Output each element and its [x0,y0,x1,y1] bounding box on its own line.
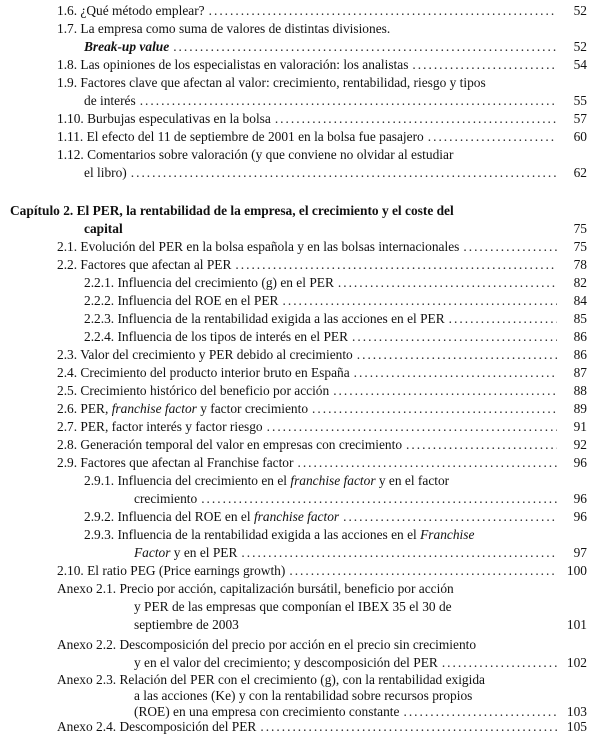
toc-entry [84,39,587,55]
toc-entry [84,275,587,291]
toc-entry [57,719,587,735]
toc-entry-title: 1.9. Factores clave que afectan al valor: crecimiento, rentabilidad, riesgo y tipos [57,75,486,90]
toc-entry-title-cont: Factor y en el PER [134,545,238,560]
toc-entry-page: 88 [573,383,587,398]
toc-entry-page: 75 [573,221,587,236]
toc-entry-title-cont: el libro) [84,165,127,180]
toc-entry [57,129,587,145]
toc-entry [57,419,587,435]
toc-entry [57,437,587,453]
toc-entry [57,365,587,381]
toc-entry-title: 2.5. Crecimiento histórico del beneficio por acción [57,383,330,398]
toc-entry-page: 62 [573,165,587,180]
toc-entry-page: 78 [573,257,587,272]
toc-entry-title: 2.9.1. Influencia del crecimiento en el franchise factor y en el factor [84,473,450,488]
toc-entry-title-cont: septiembre de 2003 [134,617,239,632]
toc-entry-title: Anexo 2.2. Descomposición del precio por acción en el precio sin crecimiento [57,637,477,652]
toc-entry [84,509,587,525]
toc-entry-title: Anexo 2.3. Relación del PER con el crecimiento (g), con la rentabilidad exigida [57,672,485,687]
toc-entry-page: 103 [566,704,587,719]
toc-entry-title: 1.12. Comentarios sobre valoración (y que conviene no olvidar al estudiar [57,147,454,162]
toc-entry-page: 96 [573,455,587,470]
toc-entry-title: 2.4. Crecimiento del producto interior bruto en España [57,365,350,380]
toc-entry-page: 96 [573,509,587,524]
toc-entry [84,221,587,237]
toc-entry-title: 2.10. El ratio PEG (Price earnings growth) [57,563,286,578]
toc-entry-title-cont: Break-up value [84,39,170,54]
toc-entry [57,239,587,255]
toc-entry-title: 1.10. Burbujas especulativas en la bolsa [57,111,271,126]
toc-entry-title: 2.3. Valor del crecimiento y PER debido al crecimiento [57,347,353,362]
toc-entry [84,329,587,345]
toc-entry-title: 2.7. PER, factor interés y factor riesgo [57,419,263,434]
toc-entry-title: Anexo 2.4. Descomposición del PER [57,719,257,734]
toc-entry [57,401,587,417]
toc-entry [134,491,587,507]
toc-entry-page: 91 [573,419,587,434]
toc-entry-title: 2.2.3. Influencia de la rentabilidad exigida a las acciones en el PER [84,311,445,326]
toc-entry-page: 86 [573,347,587,362]
toc-entry-title-cont: crecimiento [134,491,198,506]
toc-entry-title-cont: y PER de las empresas que componían el IBEX 35 el 30 de [134,599,452,614]
toc-entry [57,455,587,471]
toc-entry-title: 2.2.4. Influencia de los tipos de interés en el PER [84,329,349,344]
toc-entry-title: 2.9.3. Influencia de la rentabilidad exigida a las acciones en el Franchise [84,527,475,542]
toc-entry-page: 85 [573,311,587,326]
toc-entry-page: 57 [573,111,587,126]
toc-entry [57,57,587,73]
toc-entry [134,545,587,561]
chapter-title-cont: capital [84,221,123,236]
toc-entry-page: 75 [573,239,587,254]
toc-entry-page: 54 [573,57,587,72]
toc-entry [134,617,587,633]
toc-entry [57,3,587,19]
toc-entry-title: 2.9. Factores que afectan al Franchise factor [57,455,294,470]
toc-entry-page: 87 [573,365,587,380]
toc-entry-title: 2.6. PER, franchise factor y factor crecimiento [57,401,309,416]
toc-entry-page: 105 [566,719,587,734]
toc-entry-page: 86 [573,329,587,344]
toc-entry-title: 1.8. Las opiniones de los especialistas en valoración: los analistas [57,57,409,72]
toc-entry-page: 100 [566,563,587,578]
toc-entry [134,655,587,671]
toc-entry-page: 96 [573,491,587,506]
toc-entry-page: 52 [573,3,587,18]
toc-entry-title-cont: y en el valor del crecimiento; y descomposición del PER [134,655,438,670]
chapter-title: Capítulo 2. El PER, la rentabilidad de la empresa, el crecimiento y el coste del [10,203,454,218]
toc-entry-title: 1.11. El efecto del 11 de septiembre de 2001 en la bolsa fue pasajero [57,129,424,144]
toc-entry [57,257,587,273]
toc-entry [84,311,587,327]
toc-entry [84,165,587,181]
toc-entry-title: 2.1. Evolución del PER en la bolsa española y en las bolsas internacionales [57,239,460,254]
toc-entry-title: 1.6. ¿Qué método emplear? [57,3,205,18]
toc-entry [84,293,587,309]
toc-entry-title: 2.2.2. Influencia del ROE en el PER [84,293,279,308]
toc-entry-title: 1.7. La empresa como suma de valores de distintas divisiones. [57,21,391,36]
toc-entry-title: Anexo 2.1. Precio por acción, capitalización bursátil, beneficio por acción [57,581,454,596]
toc-entry-title-cont: a las acciones (Ke) y con la rentabilidad sobre recursos propios [134,688,473,703]
toc-entry [57,347,587,363]
toc-entry [57,563,587,579]
toc-entry [57,111,587,127]
toc-entry [57,383,587,399]
toc-entry-page: 102 [566,655,587,670]
toc-entry-page: 84 [573,293,587,308]
toc-entry [84,93,587,109]
toc-entry-page: 60 [573,129,587,144]
toc-entry-title: 2.2. Factores que afectan al PER [57,257,232,272]
toc-entry-title: 2.8. Generación temporal del valor en empresas con crecimiento [57,437,403,452]
toc-entry-page: 101 [566,617,587,632]
toc-entry-page: 52 [573,39,587,54]
toc-entry-page: 82 [573,275,587,290]
toc-entry-page: 92 [573,437,587,452]
toc-entry-page: 89 [573,401,587,416]
toc-entry-title: 2.9.2. Influencia del ROE en el franchise factor [84,509,340,524]
toc-entry-title: 2.2.1. Influencia del crecimiento (g) en el PER [84,275,334,290]
toc-entry-title-cont: (ROE) en una empresa con crecimiento constante [134,704,400,719]
toc-entry-page: 55 [573,93,587,108]
toc-entry [134,704,587,720]
toc-entry-page: 97 [573,545,587,560]
toc-entry-title-cont: de interés [84,93,136,108]
